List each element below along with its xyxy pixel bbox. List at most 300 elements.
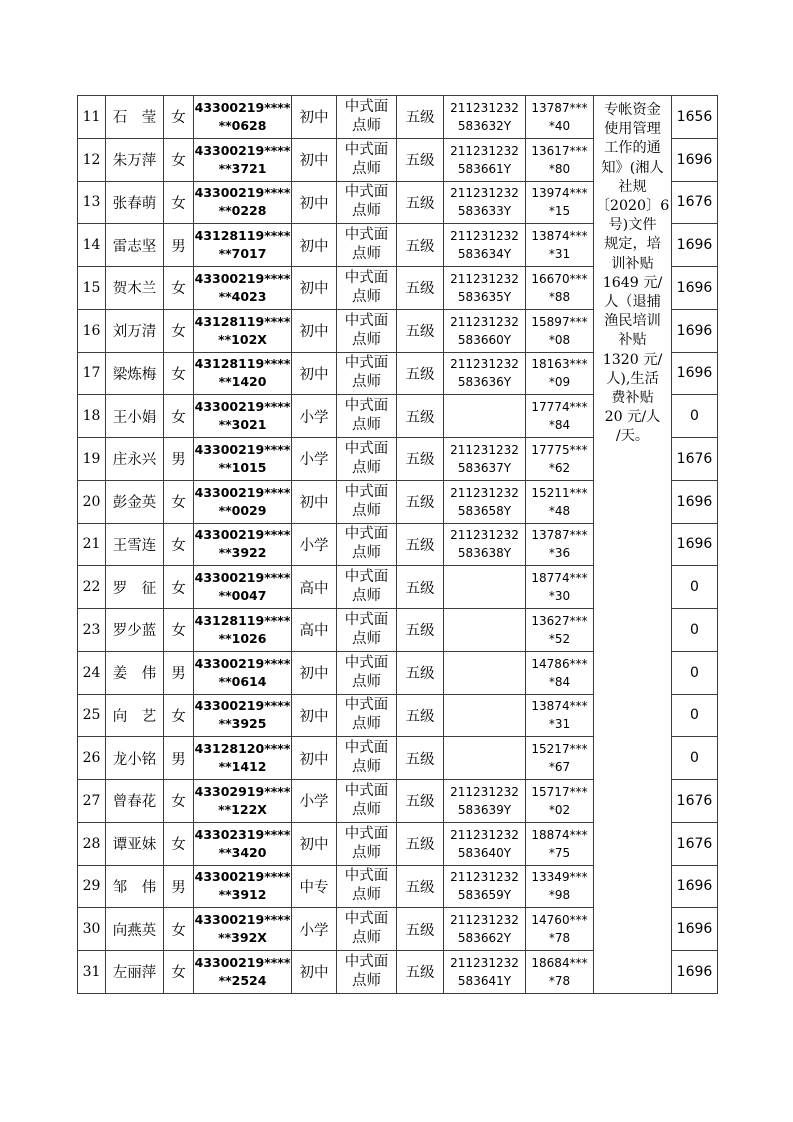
gender-cell: 男 bbox=[164, 224, 194, 267]
certificate-number-cell bbox=[444, 651, 526, 694]
subsidy-amount-cell: 1676 bbox=[672, 181, 718, 224]
row-number-cell: 20 bbox=[78, 480, 106, 523]
name-cell: 庄永兴 bbox=[106, 438, 164, 481]
value-line: 43128120**** bbox=[194, 741, 291, 757]
subsidy-amount-cell: 1696 bbox=[672, 865, 718, 908]
value-line: *09 bbox=[548, 375, 571, 390]
value-line: 43128119**** bbox=[194, 356, 291, 372]
education-cell: 初中 bbox=[292, 480, 337, 523]
id-number-cell bbox=[194, 951, 292, 994]
value-line: 中式面 bbox=[344, 269, 389, 286]
row-number-cell: 19 bbox=[78, 438, 106, 481]
value-line: 583639Y bbox=[457, 802, 512, 817]
remark-line: 训补贴 bbox=[611, 255, 654, 272]
value-line: 中式面 bbox=[344, 98, 389, 115]
gender-cell: 女 bbox=[164, 267, 194, 310]
remark-line: 费补贴 bbox=[611, 390, 654, 407]
name-cell: 罗 征 bbox=[106, 566, 164, 609]
value-line: 18774*** bbox=[531, 571, 588, 586]
certificate-number-cell bbox=[444, 395, 526, 438]
row-number-cell: 25 bbox=[78, 694, 106, 737]
level-cell: 五级 bbox=[397, 822, 444, 865]
value-line: 211231232 bbox=[450, 100, 519, 115]
name-cell: 邹 伟 bbox=[106, 865, 164, 908]
gender-cell: 男 bbox=[164, 651, 194, 694]
phone-number-cell bbox=[526, 96, 594, 139]
gender-cell: 女 bbox=[164, 694, 194, 737]
value-line: *02 bbox=[548, 802, 571, 817]
value-line: **3420 bbox=[218, 844, 267, 860]
value-line: 16670*** bbox=[531, 271, 588, 286]
certificate-number-cell bbox=[444, 267, 526, 310]
education-cell: 初中 bbox=[292, 96, 337, 139]
value-line: **3021 bbox=[218, 417, 267, 433]
value-line: 点师 bbox=[352, 502, 381, 519]
value-line: 43300219**** bbox=[194, 185, 291, 201]
value-line: 211231232 bbox=[450, 870, 519, 885]
value-line: 18163*** bbox=[531, 357, 588, 372]
value-line: 点师 bbox=[352, 160, 381, 177]
value-line: **0029 bbox=[218, 502, 267, 518]
row-number-cell: 24 bbox=[78, 651, 106, 694]
level-cell: 五级 bbox=[397, 480, 444, 523]
phone-number-cell bbox=[526, 566, 594, 609]
value-line: *78 bbox=[548, 931, 571, 946]
value-line: 211231232 bbox=[450, 271, 519, 286]
certificate-number-cell bbox=[444, 480, 526, 523]
occupation-cell bbox=[337, 822, 397, 865]
education-cell: 小学 bbox=[292, 438, 337, 481]
name-cell: 龙小铭 bbox=[106, 737, 164, 780]
value-line: 211231232 bbox=[450, 913, 519, 928]
subsidy-amount-cell: 0 bbox=[672, 566, 718, 609]
value-line: 点师 bbox=[352, 972, 381, 989]
row-number-cell: 18 bbox=[78, 395, 106, 438]
value-line: 43128119**** bbox=[194, 313, 291, 329]
education-cell: 中专 bbox=[292, 865, 337, 908]
id-number-cell bbox=[194, 908, 292, 951]
row-number-cell: 30 bbox=[78, 908, 106, 951]
value-line: 15897*** bbox=[531, 314, 588, 329]
occupation-cell bbox=[337, 780, 397, 823]
remark-line: 1320 元/ bbox=[602, 351, 663, 368]
subsidy-amount-cell: 0 bbox=[672, 651, 718, 694]
remark-line: 社规 bbox=[618, 178, 647, 195]
remark-line: 工作的通 bbox=[604, 140, 661, 157]
remark-line: 1649 元/ bbox=[602, 274, 663, 291]
value-line: 13974*** bbox=[531, 186, 588, 201]
value-line: *31 bbox=[548, 247, 571, 262]
value-line: 43300219**** bbox=[194, 270, 291, 286]
name-cell: 向燕英 bbox=[106, 908, 164, 951]
education-cell: 高中 bbox=[292, 609, 337, 652]
gender-cell: 女 bbox=[164, 523, 194, 566]
row-number-cell: 17 bbox=[78, 352, 106, 395]
value-line: 18684*** bbox=[531, 955, 588, 970]
subsidy-amount-cell: 1676 bbox=[672, 822, 718, 865]
value-line: 13787*** bbox=[531, 100, 588, 115]
education-cell: 初中 bbox=[292, 138, 337, 181]
value-line bbox=[444, 673, 525, 691]
remark-line: 补贴 bbox=[618, 332, 647, 349]
gender-cell: 女 bbox=[164, 780, 194, 823]
value-line: *15 bbox=[548, 204, 571, 219]
value-line: 211231232 bbox=[450, 229, 519, 244]
education-cell: 小学 bbox=[292, 908, 337, 951]
level-cell: 五级 bbox=[397, 181, 444, 224]
education-cell: 初中 bbox=[292, 822, 337, 865]
value-line: 中式面 bbox=[344, 782, 389, 799]
value-line: *78 bbox=[548, 973, 571, 988]
value-line: 13627*** bbox=[531, 613, 588, 628]
gender-cell: 女 bbox=[164, 609, 194, 652]
value-line: 中式面 bbox=[344, 355, 389, 372]
phone-number-cell bbox=[526, 822, 594, 865]
id-number-cell bbox=[194, 480, 292, 523]
value-line: 18874*** bbox=[531, 827, 588, 842]
education-cell: 初中 bbox=[292, 951, 337, 994]
value-line: 43128119**** bbox=[194, 228, 291, 244]
value-line: **7017 bbox=[218, 246, 267, 262]
id-number-cell bbox=[194, 737, 292, 780]
value-line: 点师 bbox=[352, 673, 381, 690]
row-number-cell: 23 bbox=[78, 609, 106, 652]
value-line: *88 bbox=[548, 289, 571, 304]
value-line: **3922 bbox=[218, 545, 267, 561]
level-cell: 五级 bbox=[397, 96, 444, 139]
subsidy-amount-cell: 1696 bbox=[672, 309, 718, 352]
phone-number-cell bbox=[526, 609, 594, 652]
gender-cell: 女 bbox=[164, 480, 194, 523]
level-cell: 五级 bbox=[397, 309, 444, 352]
name-cell: 张春萌 bbox=[106, 181, 164, 224]
id-number-cell bbox=[194, 523, 292, 566]
value-line: 43300219**** bbox=[194, 142, 291, 158]
id-number-cell bbox=[194, 822, 292, 865]
value-line: 43300219**** bbox=[194, 399, 291, 415]
phone-number-cell bbox=[526, 951, 594, 994]
value-line: 中式面 bbox=[344, 953, 389, 970]
table-body bbox=[78, 96, 718, 994]
value-line: **1420 bbox=[218, 374, 267, 390]
id-number-cell bbox=[194, 224, 292, 267]
certificate-number-cell bbox=[444, 609, 526, 652]
value-line: 中式面 bbox=[344, 483, 389, 500]
occupation-cell bbox=[337, 395, 397, 438]
value-line: **3925 bbox=[218, 716, 267, 732]
value-line: 中式面 bbox=[344, 312, 389, 329]
value-line: 点师 bbox=[352, 459, 381, 476]
value-line: 13617*** bbox=[531, 143, 588, 158]
value-line: 583636Y bbox=[457, 375, 512, 390]
value-line: *84 bbox=[548, 674, 571, 689]
value-line: *48 bbox=[548, 503, 571, 518]
value-line: 211231232 bbox=[450, 485, 519, 500]
subsidy-amount-cell: 0 bbox=[672, 737, 718, 780]
certificate-number-cell bbox=[444, 309, 526, 352]
value-line: 中式面 bbox=[344, 740, 389, 757]
gender-cell: 女 bbox=[164, 908, 194, 951]
value-line: 点师 bbox=[352, 844, 381, 861]
value-line: 点师 bbox=[352, 417, 381, 434]
name-cell: 刘万清 bbox=[106, 309, 164, 352]
gender-cell: 女 bbox=[164, 138, 194, 181]
value-line: 583659Y bbox=[457, 888, 512, 903]
value-line: 43302319**** bbox=[194, 826, 291, 842]
value-line: *52 bbox=[548, 631, 571, 646]
value-line: **0228 bbox=[218, 203, 267, 219]
row-number-cell: 15 bbox=[78, 267, 106, 310]
value-line: 211231232 bbox=[450, 314, 519, 329]
certificate-number-cell bbox=[444, 951, 526, 994]
gender-cell: 男 bbox=[164, 438, 194, 481]
level-cell: 五级 bbox=[397, 609, 444, 652]
row-number-cell: 14 bbox=[78, 224, 106, 267]
value-line: *31 bbox=[548, 717, 571, 732]
gender-cell: 女 bbox=[164, 96, 194, 139]
phone-number-cell bbox=[526, 865, 594, 908]
value-line: 583637Y bbox=[457, 460, 512, 475]
value-line: 点师 bbox=[352, 331, 381, 348]
subsidy-amount-cell: 1676 bbox=[672, 438, 718, 481]
value-line: 中式面 bbox=[344, 227, 389, 244]
name-cell: 曾春花 bbox=[106, 780, 164, 823]
row-number-cell: 13 bbox=[78, 181, 106, 224]
value-line: **102X bbox=[218, 331, 267, 347]
value-line: 中式面 bbox=[344, 825, 389, 842]
name-cell: 向 艺 bbox=[106, 694, 164, 737]
certificate-number-cell bbox=[444, 96, 526, 139]
value-line: 中式面 bbox=[344, 697, 389, 714]
name-cell: 朱万萍 bbox=[106, 138, 164, 181]
value-line: 点师 bbox=[352, 288, 381, 305]
value-line bbox=[444, 416, 525, 434]
occupation-cell bbox=[337, 651, 397, 694]
name-cell: 雷志坚 bbox=[106, 224, 164, 267]
value-line: 211231232 bbox=[450, 186, 519, 201]
id-number-cell bbox=[194, 651, 292, 694]
value-line: 583641Y bbox=[457, 973, 512, 988]
certificate-number-cell bbox=[444, 737, 526, 780]
id-number-cell bbox=[194, 138, 292, 181]
id-number-cell bbox=[194, 438, 292, 481]
value-line: 点师 bbox=[352, 887, 381, 904]
value-line: *75 bbox=[548, 845, 571, 860]
gender-cell: 男 bbox=[164, 737, 194, 780]
occupation-cell bbox=[337, 609, 397, 652]
value-line bbox=[444, 630, 525, 648]
value-line: 43300219**** bbox=[194, 441, 291, 457]
phone-number-cell bbox=[526, 309, 594, 352]
subsidy-amount-cell: 1696 bbox=[672, 480, 718, 523]
value-line bbox=[444, 655, 525, 673]
certificate-number-cell bbox=[444, 780, 526, 823]
phone-number-cell bbox=[526, 908, 594, 951]
remark-line: 人),生活 bbox=[606, 370, 659, 387]
name-cell: 王小娟 bbox=[106, 395, 164, 438]
value-line: 583633Y bbox=[457, 204, 512, 219]
value-line: 点师 bbox=[352, 930, 381, 947]
value-line bbox=[444, 587, 525, 605]
value-line: 43300219**** bbox=[194, 570, 291, 586]
value-line bbox=[444, 697, 525, 715]
education-cell: 初中 bbox=[292, 352, 337, 395]
name-cell: 谭亚妹 bbox=[106, 822, 164, 865]
subsidy-amount-cell: 1696 bbox=[672, 951, 718, 994]
remark-line: 20 元/人 bbox=[604, 409, 661, 426]
value-line: 中式面 bbox=[344, 141, 389, 158]
value-line: 211231232 bbox=[450, 784, 519, 799]
value-line: **1412 bbox=[218, 759, 267, 775]
gender-cell: 女 bbox=[164, 822, 194, 865]
gender-cell: 女 bbox=[164, 352, 194, 395]
education-cell: 小学 bbox=[292, 523, 337, 566]
level-cell: 五级 bbox=[397, 395, 444, 438]
value-line: 211231232 bbox=[450, 357, 519, 372]
value-line: 中式面 bbox=[344, 868, 389, 885]
value-line: 211231232 bbox=[450, 442, 519, 457]
gender-cell: 女 bbox=[164, 951, 194, 994]
phone-number-cell bbox=[526, 395, 594, 438]
value-line: 43300219**** bbox=[194, 484, 291, 500]
value-line: **0047 bbox=[218, 588, 267, 604]
value-line: 点师 bbox=[352, 545, 381, 562]
occupation-cell bbox=[337, 480, 397, 523]
subsidy-amount-cell: 1696 bbox=[672, 352, 718, 395]
occupation-cell bbox=[337, 951, 397, 994]
value-line: 583634Y bbox=[457, 247, 512, 262]
level-cell: 五级 bbox=[397, 438, 444, 481]
name-cell: 贺木兰 bbox=[106, 267, 164, 310]
subsidy-amount-cell: 0 bbox=[672, 694, 718, 737]
certificate-number-cell bbox=[444, 523, 526, 566]
value-line: 13349*** bbox=[531, 870, 588, 885]
value-line: 点师 bbox=[352, 246, 381, 263]
value-line: 中式面 bbox=[344, 654, 389, 671]
row-number-cell: 11 bbox=[78, 96, 106, 139]
value-line: 中式面 bbox=[344, 569, 389, 586]
value-line bbox=[444, 612, 525, 630]
phone-number-cell bbox=[526, 480, 594, 523]
row-number-cell: 21 bbox=[78, 523, 106, 566]
id-number-cell bbox=[194, 694, 292, 737]
occupation-cell bbox=[337, 309, 397, 352]
value-line: *36 bbox=[548, 546, 571, 561]
level-cell: 五级 bbox=[397, 780, 444, 823]
phone-number-cell bbox=[526, 352, 594, 395]
value-line: *30 bbox=[548, 589, 571, 604]
value-line: **1026 bbox=[218, 630, 267, 646]
table-row bbox=[78, 96, 718, 139]
value-line: **2524 bbox=[218, 972, 267, 988]
phone-number-cell bbox=[526, 138, 594, 181]
id-number-cell bbox=[194, 780, 292, 823]
occupation-cell bbox=[337, 138, 397, 181]
value-line: *08 bbox=[548, 332, 571, 347]
value-line: 中式面 bbox=[344, 911, 389, 928]
value-line: **3721 bbox=[218, 160, 267, 176]
value-line: 15211*** bbox=[531, 485, 588, 500]
level-cell: 五级 bbox=[397, 138, 444, 181]
phone-number-cell bbox=[526, 267, 594, 310]
row-number-cell: 26 bbox=[78, 737, 106, 780]
certificate-number-cell bbox=[444, 138, 526, 181]
phone-number-cell bbox=[526, 224, 594, 267]
remark-line: 号)文件 bbox=[608, 217, 657, 234]
occupation-cell bbox=[337, 438, 397, 481]
gender-cell: 男 bbox=[164, 865, 194, 908]
value-line: 点师 bbox=[352, 716, 381, 733]
certificate-number-cell bbox=[444, 224, 526, 267]
subsidy-amount-cell: 1696 bbox=[672, 908, 718, 951]
level-cell: 五级 bbox=[397, 694, 444, 737]
value-line: 点师 bbox=[352, 630, 381, 647]
name-cell: 石 莹 bbox=[106, 96, 164, 139]
value-line: **1015 bbox=[218, 459, 267, 475]
value-line: 43300219**** bbox=[194, 527, 291, 543]
phone-number-cell bbox=[526, 181, 594, 224]
certificate-number-cell bbox=[444, 694, 526, 737]
value-line: 点师 bbox=[352, 588, 381, 605]
value-line: 中式面 bbox=[344, 611, 389, 628]
name-cell: 左丽萍 bbox=[106, 951, 164, 994]
value-line bbox=[444, 569, 525, 587]
occupation-cell bbox=[337, 267, 397, 310]
value-line: 中式面 bbox=[344, 398, 389, 415]
trainee-subsidy-table bbox=[77, 95, 718, 994]
remark-line: 使用管理 bbox=[604, 121, 661, 138]
name-cell: 姜 伟 bbox=[106, 651, 164, 694]
level-cell: 五级 bbox=[397, 566, 444, 609]
row-number-cell: 16 bbox=[78, 309, 106, 352]
occupation-cell bbox=[337, 908, 397, 951]
remark-line: 渔民培训 bbox=[604, 313, 661, 330]
name-cell: 梁炼梅 bbox=[106, 352, 164, 395]
value-line: *98 bbox=[548, 888, 571, 903]
id-number-cell bbox=[194, 267, 292, 310]
gender-cell: 女 bbox=[164, 395, 194, 438]
subsidy-amount-cell: 1696 bbox=[672, 138, 718, 181]
remark-line: 专帐资金 bbox=[604, 102, 661, 118]
phone-number-cell bbox=[526, 651, 594, 694]
level-cell: 五级 bbox=[397, 267, 444, 310]
id-number-cell bbox=[194, 181, 292, 224]
value-line: 43300219**** bbox=[194, 99, 291, 115]
certificate-number-cell bbox=[444, 566, 526, 609]
value-line: 43300219**** bbox=[194, 954, 291, 970]
subsidy-amount-cell: 1696 bbox=[672, 267, 718, 310]
value-line: 43300219**** bbox=[194, 655, 291, 671]
id-number-cell bbox=[194, 865, 292, 908]
remark-line: 人（退捕 bbox=[604, 294, 661, 311]
value-line: 14786*** bbox=[531, 656, 588, 671]
education-cell: 初中 bbox=[292, 181, 337, 224]
level-cell: 五级 bbox=[397, 737, 444, 780]
value-line bbox=[444, 398, 525, 416]
occupation-cell bbox=[337, 523, 397, 566]
value-line: **0628 bbox=[218, 117, 267, 133]
level-cell: 五级 bbox=[397, 523, 444, 566]
value-line: 583661Y bbox=[457, 161, 512, 176]
phone-number-cell bbox=[526, 737, 594, 780]
value-line: 583640Y bbox=[457, 845, 512, 860]
phone-number-cell bbox=[526, 694, 594, 737]
subsidy-amount-cell: 1656 bbox=[672, 96, 718, 139]
remark-line: 〔2020〕6 bbox=[595, 198, 670, 215]
value-line: 15217*** bbox=[531, 742, 588, 757]
value-line: 211231232 bbox=[450, 143, 519, 158]
certificate-number-cell bbox=[444, 181, 526, 224]
